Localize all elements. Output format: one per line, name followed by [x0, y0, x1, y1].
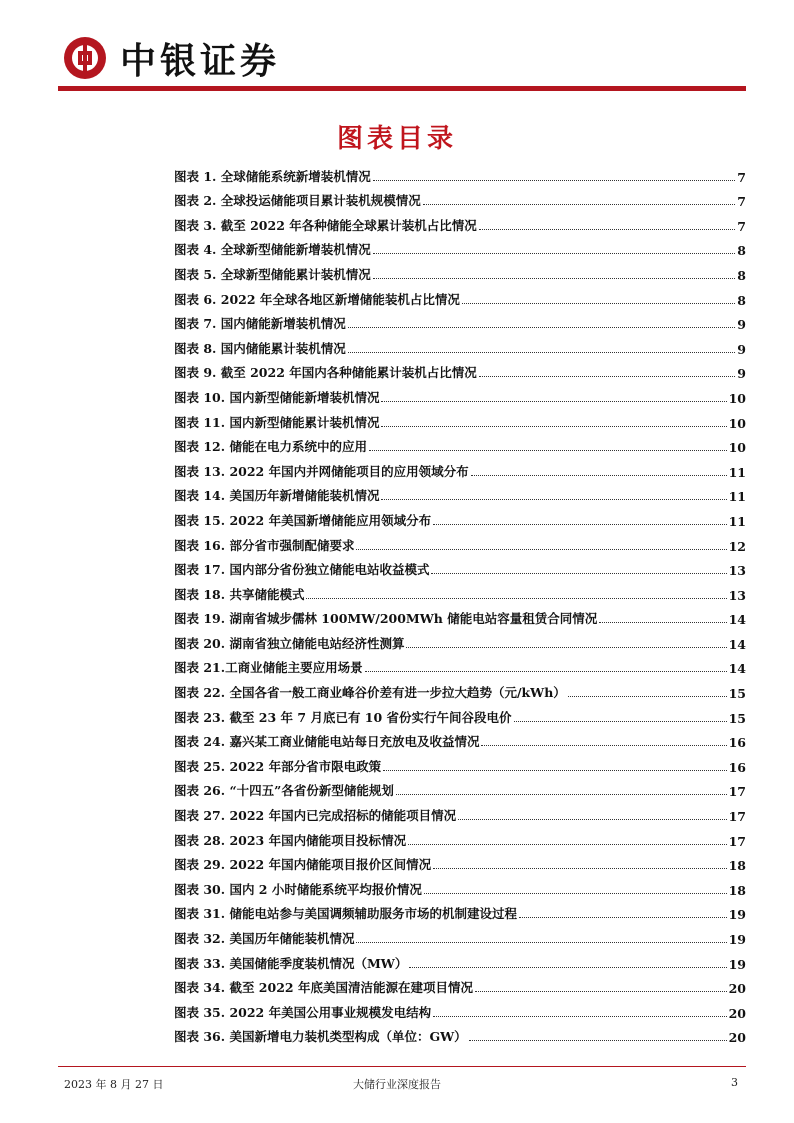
- toc-entry[interactable]: [174, 160, 746, 185]
- toc-leader-dots: [433, 523, 727, 525]
- brand-name: 中银证券: [120, 40, 281, 82]
- toc-entry-label: 图表 6. 2022 年全球各地区新增储能装机占比情况: [174, 291, 460, 307]
- toc-entry[interactable]: [174, 603, 746, 628]
- toc-leader-dots: [356, 548, 726, 550]
- toc-entry-label: 图表 22. 全国各省一般工商业峰谷价差有进一步拉大趋势（元/kWh）: [174, 685, 566, 701]
- toc-entry[interactable]: [174, 504, 746, 529]
- toc-entry-label: 图表 19. 湖南省城步儒林 100MW/200MWh 储能电站容量租赁合同情况: [174, 611, 598, 627]
- toc-entry-label: 图表 15. 2022 年美国新增储能应用领域分布: [174, 512, 432, 528]
- toc-entry-page: 17: [728, 809, 746, 825]
- toc-entry-page: 14: [728, 661, 746, 677]
- toc-entry-label: 图表 9. 截至 2022 年国内各种储能累计装机占比情况: [174, 365, 477, 381]
- toc-entry-page: 9: [737, 366, 746, 382]
- toc-entry[interactable]: [174, 258, 746, 283]
- toc-leader-dots: [433, 1015, 727, 1017]
- toc-entry-page: 14: [728, 636, 746, 652]
- toc-entry-label: 图表 32. 美国历年储能装机情况: [174, 931, 355, 946]
- toc-entry[interactable]: [174, 431, 746, 456]
- toc-entry[interactable]: [174, 283, 746, 308]
- toc-entry[interactable]: [174, 480, 746, 505]
- page-title: 图表目录: [336, 124, 457, 154]
- toc-entry[interactable]: [174, 824, 746, 849]
- toc-entry-label: 图表 34. 截至 2022 年底美国清洁能源在建项目情况: [174, 980, 473, 996]
- toc-entry-label: 图表 24. 嘉兴某工商业储能电站每日充放电及收益情况: [174, 734, 480, 750]
- toc-entry[interactable]: [174, 332, 746, 357]
- toc-entry-page: 15: [728, 686, 746, 702]
- toc-entry-page: 16: [728, 735, 746, 751]
- toc-entry[interactable]: [174, 947, 746, 972]
- toc-entry-page: 19: [728, 932, 746, 947]
- toc-leader-dots: [408, 843, 727, 845]
- toc-entry-label: 图表 1. 全球储能系统新增装机情况: [174, 168, 371, 184]
- toc-entry-label: 图表 13. 2022 年国内并网储能项目的应用领域分布: [174, 463, 469, 479]
- toc-entry-label: 图表 11. 国内新型储能累计装机情况: [174, 414, 380, 430]
- toc-leader-dots: [348, 351, 736, 353]
- toc-leader-dots: [381, 498, 726, 500]
- toc-entry-label: 图表 33. 美国储能季度装机情况（MW）: [174, 955, 408, 971]
- toc-entry[interactable]: [174, 652, 746, 677]
- toc-leader-dots: [373, 179, 736, 181]
- toc-entry[interactable]: [174, 627, 746, 652]
- toc-entry-label: 图表 36. 美国新增电力装机类型构成（单位：GW）: [174, 1029, 467, 1045]
- toc-leader-dots: [356, 941, 726, 943]
- toc-entry-label: 图表 35. 2022 年美国公用事业规模发电结构: [174, 1004, 432, 1020]
- toc-entry-page: 11: [728, 513, 746, 529]
- toc-leader-dots: [568, 695, 727, 697]
- toc-entry-page: 12: [728, 538, 746, 554]
- toc-entry[interactable]: [174, 357, 746, 382]
- toc-entry-page: 11: [728, 464, 746, 480]
- toc-entry-page: 7: [737, 169, 746, 185]
- bank-logo-icon: [64, 37, 106, 79]
- toc-entry-label: 图表 16. 部分省市强制配储要求: [174, 537, 355, 553]
- toc-leader-dots: [381, 425, 726, 427]
- toc-entry-page: 10: [728, 390, 746, 406]
- toc-entry-page: 7: [737, 194, 746, 210]
- toc-entry-page: 7: [737, 218, 746, 234]
- toc-leader-dots: [409, 966, 726, 968]
- toc-entry-label: 图表 27. 2022 年国内已完成招标的储能项目情况: [174, 808, 457, 824]
- toc-entry-page: 17: [728, 833, 746, 849]
- toc-entry-label: 图表 2. 全球投运储能项目累计装机规模情况: [174, 193, 421, 209]
- toc-leader-dots: [373, 252, 736, 254]
- toc-entry[interactable]: [174, 455, 746, 480]
- toc-leader-dots: [348, 326, 736, 328]
- toc-entry-page: 14: [728, 612, 746, 628]
- page-header: [64, 34, 280, 82]
- toc-entry[interactable]: [174, 578, 746, 603]
- toc-entry[interactable]: [174, 234, 746, 259]
- toc-leader-dots: [475, 990, 727, 992]
- toc-leader-dots: [433, 867, 727, 869]
- toc-entry[interactable]: [174, 406, 746, 431]
- toc-leader-dots: [462, 302, 735, 304]
- toc-entry[interactable]: [174, 308, 746, 333]
- toc-entry[interactable]: [174, 529, 746, 554]
- toc-entry-label: 图表 29. 2022 年国内储能项目报价区间情况: [174, 857, 432, 873]
- toc-entry[interactable]: [174, 922, 746, 947]
- toc-leader-dots: [481, 744, 726, 746]
- toc-leader-dots: [514, 720, 727, 722]
- toc-entry-page: 8: [737, 267, 746, 283]
- toc-entry-page: 9: [737, 341, 746, 357]
- toc-entry-page: 20: [728, 1030, 746, 1046]
- toc-entry-label: 图表 20. 湖南省独立储能电站经济性测算: [174, 635, 405, 651]
- toc-entry-page: 8: [737, 292, 746, 308]
- toc-leader-dots: [365, 670, 727, 672]
- toc-entry-page: 18: [728, 858, 746, 874]
- toc-entry[interactable]: [174, 381, 746, 406]
- toc-entry-page: 8: [737, 243, 746, 259]
- toc-entry-label: 图表 30. 国内 2 小时储能系统平均报价情况: [174, 881, 422, 897]
- toc-entry-label: 图表 5. 全球新型储能累计装机情况: [174, 266, 371, 282]
- toc-leader-dots: [519, 916, 727, 918]
- toc-leader-dots: [424, 892, 727, 894]
- toc-leader-dots: [383, 769, 727, 771]
- toc-entry-label: 图表 7. 国内储能新增装机情况: [174, 316, 346, 332]
- toc-entry-label: 图表 31. 储能电站参与美国调频辅助服务市场的机制建设过程: [174, 906, 517, 922]
- toc-entry-label: 图表 8. 国内储能累计装机情况: [174, 340, 346, 356]
- toc-entry-page: 13: [728, 587, 746, 603]
- toc-entry-label: 图表 12. 储能在电力系统中的应用: [174, 439, 367, 455]
- toc-leader-dots: [381, 400, 726, 402]
- toc-entry[interactable]: [174, 873, 746, 898]
- toc-leader-dots: [599, 621, 726, 623]
- toc-entry-label: 图表 25. 2022 年部分省市限电政策: [174, 758, 382, 774]
- footer-divider: [58, 1066, 746, 1067]
- toc-entry-page: 11: [728, 489, 746, 505]
- table-of-figures: [174, 160, 746, 1045]
- toc-entry[interactable]: [174, 1021, 746, 1046]
- toc-entry-label: 图表 3. 截至 2022 年各种储能全球累计装机占比情况: [174, 217, 477, 233]
- toc-leader-dots: [369, 449, 727, 451]
- footer-date: 2023 年 8 月 27 日: [64, 1078, 164, 1091]
- toc-leader-dots: [406, 646, 726, 648]
- toc-entry-page: 13: [728, 563, 746, 579]
- toc-leader-dots: [306, 597, 726, 599]
- toc-leader-dots: [423, 203, 736, 205]
- toc-entry-label: 图表 17. 国内部分省份独立储能电站收益模式: [174, 562, 430, 578]
- toc-entry-page: 20: [728, 1005, 746, 1021]
- toc-leader-dots: [479, 375, 736, 377]
- toc-entry[interactable]: [174, 726, 746, 751]
- toc-entry-label: 图表 26. “十四五”各省份新型储能规划: [174, 783, 394, 799]
- toc-entry[interactable]: [174, 775, 746, 800]
- toc-entry[interactable]: [174, 898, 746, 923]
- toc-entry[interactable]: [174, 972, 746, 997]
- toc-entry[interactable]: [174, 849, 746, 874]
- toc-entry-page: 10: [728, 415, 746, 431]
- toc-entry[interactable]: [174, 185, 746, 210]
- toc-leader-dots: [373, 277, 736, 279]
- toc-leader-dots: [471, 474, 727, 476]
- toc-entry-page: 16: [728, 759, 746, 775]
- toc-entry-page: 9: [737, 317, 746, 333]
- toc-entry[interactable]: [174, 996, 746, 1021]
- footer-report-name: 大储行业深度报告: [353, 1078, 441, 1091]
- toc-entry[interactable]: [174, 676, 746, 701]
- toc-entry-label: 图表 10. 国内新型储能新增装机情况: [174, 389, 380, 405]
- toc-entry[interactable]: [174, 750, 746, 775]
- toc-entry-label: 图表 28. 2023 年国内储能项目投标情况: [174, 832, 407, 848]
- toc-entry[interactable]: [174, 554, 746, 579]
- toc-entry-label: 图表 14. 美国历年新增储能装机情况: [174, 488, 380, 504]
- toc-entry[interactable]: [174, 701, 746, 726]
- toc-entry-page: 19: [728, 956, 746, 972]
- toc-entry-label: 图表 21.工商业储能主要应用场景: [174, 660, 363, 676]
- toc-entry-page: 10: [728, 440, 746, 456]
- toc-leader-dots: [458, 818, 727, 820]
- toc-entry-page: 20: [728, 981, 746, 997]
- toc-leader-dots: [396, 793, 727, 795]
- toc-entry-page: 19: [728, 907, 746, 923]
- toc-entry[interactable]: [174, 799, 746, 824]
- toc-leader-dots: [469, 1039, 727, 1041]
- toc-entry-page: 17: [728, 784, 746, 800]
- toc-entry-label: 图表 4. 全球新型储能新增装机情况: [174, 242, 371, 258]
- toc-entry[interactable]: [174, 209, 746, 234]
- toc-entry-page: 15: [728, 710, 746, 726]
- toc-leader-dots: [431, 572, 726, 574]
- toc-entry-label: 图表 18. 共享储能模式: [174, 586, 305, 602]
- header-divider: [58, 86, 746, 91]
- toc-leader-dots: [479, 228, 736, 230]
- toc-entry-label: 图表 23. 截至 23 年 7 月底已有 10 省份实行午间谷段电价: [174, 709, 512, 725]
- footer-page-number: 3: [731, 1076, 738, 1089]
- toc-entry-page: 18: [728, 882, 746, 898]
